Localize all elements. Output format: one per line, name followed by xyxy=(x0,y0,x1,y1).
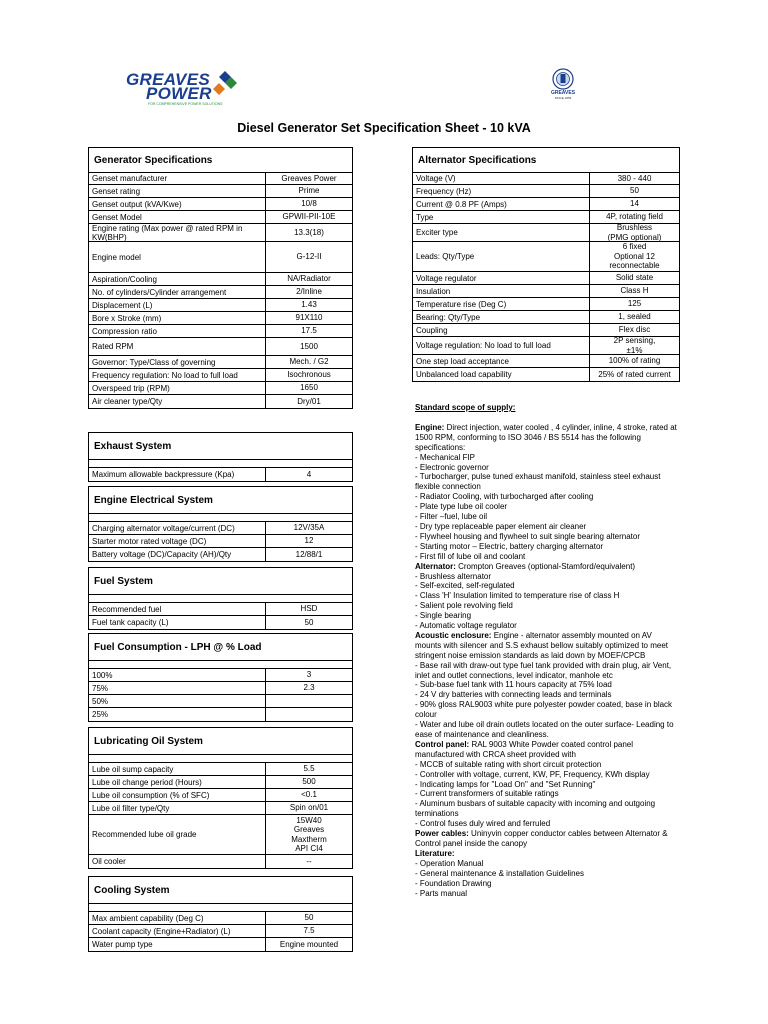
table-row xyxy=(89,682,352,695)
scope-line xyxy=(415,453,680,463)
row-value: 6 fixed Optional 12 reconnectable xyxy=(589,242,679,271)
row-value: G-12-II xyxy=(265,242,352,272)
table-title: Alternator Specifications xyxy=(413,148,679,173)
scope-heading: Control panel: xyxy=(415,739,470,749)
table-row xyxy=(89,708,352,721)
table-spacer xyxy=(89,595,352,603)
row-value: Isochronous xyxy=(265,369,352,381)
row-label: Temperature rise (Deg C) xyxy=(416,299,507,309)
scope-line xyxy=(415,799,680,819)
exhaust-table xyxy=(88,432,353,482)
row-value: 91X110 xyxy=(265,312,352,324)
scope-line xyxy=(415,621,680,631)
row-label: Voltage (V) xyxy=(416,174,456,183)
scope-line xyxy=(415,829,680,849)
row-label: Lube oil change period (Hours) xyxy=(92,777,202,787)
row-label: Frequency regulation: No load to full load xyxy=(92,370,238,380)
scope-line xyxy=(415,879,680,889)
scope-text: - Class 'H' Insulation limited to temperature rise of class H xyxy=(415,591,620,601)
table-row xyxy=(89,695,352,708)
scope-line xyxy=(415,522,680,532)
table-row xyxy=(89,938,352,951)
table-row xyxy=(413,368,679,381)
scope-text: - Turbocharger, pulse tuned exhaust manifold, stainless steel exhaust flexible connection xyxy=(415,472,661,492)
table-row xyxy=(89,603,352,616)
table-row xyxy=(89,286,352,299)
row-label: Lube oil filter type/Qty xyxy=(92,803,170,813)
row-value: 4P, rotating field xyxy=(589,211,679,223)
row-value: 10/8 xyxy=(265,198,352,210)
row-label: Coolant capacity (Engine+Radiator) (L) xyxy=(92,926,231,936)
scope-text: - Single bearing xyxy=(415,611,472,621)
scope-line xyxy=(415,581,680,591)
document-title: Diesel Generator Set Specification Sheet - 10 kVA xyxy=(237,121,531,135)
row-value: Spin on/01 xyxy=(265,802,352,814)
row-label: Maximum allowable backpressure (Kpa) xyxy=(92,470,235,479)
table-row xyxy=(89,912,352,925)
row-label: Insulation xyxy=(416,286,451,296)
row-value: Mech. / G2 xyxy=(265,356,352,368)
table-row xyxy=(413,337,679,355)
table-row xyxy=(413,224,679,242)
row-value: 500 xyxy=(265,776,352,788)
table-spacer xyxy=(89,661,352,669)
row-value: Solid state xyxy=(589,272,679,284)
scope-text: Engine - alternator assembly mounted on AV mounts with silencer and S.S exhaust bellow suitably optimized to meet stringent noise emission standards as laid down by MOEF/CPCB xyxy=(415,630,669,660)
row-label: Coupling xyxy=(416,325,448,335)
row-label: Overspeed trip (RPM) xyxy=(92,383,170,393)
scope-line xyxy=(415,512,680,522)
scope-line xyxy=(415,492,680,502)
scope-line xyxy=(415,423,680,453)
table-row xyxy=(89,273,352,286)
table-row xyxy=(89,548,352,561)
scope-line xyxy=(415,770,680,780)
row-label: Battery voltage (DC)/Capacity (AH)/Qty xyxy=(92,550,232,559)
row-label: Aspiration/Cooling xyxy=(92,274,157,284)
table-row xyxy=(89,789,352,802)
scope-text: - Operation Manual xyxy=(415,858,484,868)
scope-text: - Sub-base fuel tank with 11 hours capacity at 75% load xyxy=(415,680,612,690)
row-label: Lube oil consumption (% of SFC) xyxy=(92,790,210,800)
lube-table xyxy=(88,727,353,869)
row-label: No. of cylinders/Cylinder arrangement xyxy=(92,287,227,297)
table-title: Generator Specifications xyxy=(89,148,352,173)
row-value: 100% of rating xyxy=(589,355,679,367)
row-label: Voltage regulator xyxy=(416,273,477,283)
scope-text: - Salient pole revolving field xyxy=(415,601,513,611)
row-value: 25% of rated current xyxy=(589,368,679,381)
scope-heading: Literature: xyxy=(415,848,455,858)
scope-text: - Mechanical FIP xyxy=(415,452,476,462)
row-label: Genset manufacturer xyxy=(92,174,168,183)
row-label: Bearing: Qty/Type xyxy=(416,312,481,322)
row-value: 1, sealed xyxy=(589,311,679,323)
scope-text: - Aluminum busbars of suitable capacity with incoming and outgoing terminations xyxy=(415,799,656,819)
scope-text: - Base rail with draw-out type fuel tank provided with drain plug, air Vent, inlet and outlet connections, level indicator, manhole etc xyxy=(415,660,672,680)
table-row xyxy=(413,272,679,285)
table-row xyxy=(89,338,352,356)
scope-line xyxy=(415,789,680,799)
scope-line xyxy=(415,631,680,661)
table-row xyxy=(89,776,352,789)
table-row xyxy=(89,802,352,815)
scope-text: - Plate type lube oil cooler xyxy=(415,502,508,512)
scope-text: - Radiator Cooling, with turbocharged after cooling xyxy=(415,492,594,502)
scope-text: - Indicating lamps for "Load On" and "Set Running" xyxy=(415,779,596,789)
row-value: 380 - 440 xyxy=(589,173,679,184)
row-label: Water pump type xyxy=(92,940,153,949)
scope-heading: Engine: xyxy=(415,422,445,432)
table-row xyxy=(413,355,679,368)
row-value: NA/Radiator xyxy=(265,273,352,285)
row-label: Lube oil sump capacity xyxy=(92,764,174,774)
table-row xyxy=(89,312,352,325)
generator-table xyxy=(88,147,353,409)
table-title: Fuel Consumption - LPH @ % Load xyxy=(89,634,352,661)
row-value: Engine mounted xyxy=(265,938,352,951)
row-label: 50% xyxy=(92,696,109,706)
scope-text: - Self-excited, self-regulated xyxy=(415,581,515,591)
row-value: -- xyxy=(265,855,352,868)
row-label: Genset output (kVA/Kwe) xyxy=(92,199,182,209)
logo-line1: GREAVES xyxy=(126,70,210,89)
row-value: 7.5 xyxy=(265,925,352,937)
scope-line xyxy=(415,552,680,562)
table-row xyxy=(89,382,352,395)
fuel-consumption-table xyxy=(88,633,353,722)
fuel-table xyxy=(88,567,353,630)
row-value: 3 xyxy=(265,669,352,681)
scope-text: Uninyvin copper conductor cables between Alternator & Control panel inside the canopy xyxy=(415,829,668,848)
scope-line xyxy=(415,601,680,611)
cooling-table xyxy=(88,876,353,952)
scope-text: - 24 V dry batteries with connecting leads and terminals xyxy=(415,690,612,700)
row-value: 12V/35A xyxy=(265,522,352,534)
table-title: Fuel System xyxy=(89,568,352,595)
scope-line xyxy=(415,572,680,582)
row-value: Greaves Power xyxy=(265,173,352,184)
table-row xyxy=(89,616,352,629)
scope-line xyxy=(415,661,680,681)
row-value: Brushless (PMG optional) xyxy=(589,224,679,241)
scope-line xyxy=(415,472,680,492)
scope-line xyxy=(415,542,680,552)
row-value: Prime xyxy=(265,185,352,197)
table-row xyxy=(89,299,352,312)
scope-line xyxy=(415,889,680,899)
scope-line xyxy=(415,562,680,572)
scope-title: Standard scope of supply: xyxy=(415,403,516,412)
table-row xyxy=(413,242,679,272)
scope-line xyxy=(415,720,680,740)
scope-line xyxy=(415,700,680,720)
scope-line xyxy=(415,849,680,859)
row-label: Unbalanced load capability xyxy=(416,370,512,379)
row-value: 12 xyxy=(265,535,352,547)
row-value: 14 xyxy=(589,198,679,210)
row-value: 50 xyxy=(265,912,352,924)
row-value: GPWII-PII-10E xyxy=(265,211,352,223)
logo-tagline: FOR COMPREHENSIVE POWER SOLUTIONS xyxy=(148,102,223,106)
row-value: 13.3(18) xyxy=(265,224,352,241)
row-label: Current @ 0.8 PF (Amps) xyxy=(416,199,507,209)
row-label: Genset Model xyxy=(92,212,142,222)
scope-line xyxy=(415,611,680,621)
row-value: HSD xyxy=(265,603,352,615)
table-row xyxy=(89,173,352,185)
scope-heading: Acoustic enclosure: xyxy=(415,630,492,640)
row-label: Fuel tank capacity (L) xyxy=(92,618,169,627)
table-row xyxy=(89,211,352,224)
table-spacer xyxy=(89,514,352,522)
row-label: 75% xyxy=(92,683,109,693)
table-spacer xyxy=(89,460,352,468)
row-value: Dry/01 xyxy=(265,395,352,408)
row-label: Oil cooler xyxy=(92,857,126,866)
row-value: 4 xyxy=(265,468,352,481)
row-value: 5.5 xyxy=(265,763,352,775)
table-row xyxy=(89,522,352,535)
logo-line2: POWER xyxy=(146,84,212,103)
table-title: Exhaust System xyxy=(89,433,352,460)
table-row xyxy=(89,356,352,369)
scope-text: - First fill of lube oil and coolant xyxy=(415,551,526,561)
row-label: Exciter type xyxy=(416,228,458,237)
scope-line xyxy=(415,591,680,601)
table-row xyxy=(413,298,679,311)
row-value: Class H xyxy=(589,285,679,297)
scope-line xyxy=(415,680,680,690)
scope-text: - Brushless alternator xyxy=(415,571,492,581)
table-row xyxy=(89,815,352,855)
row-value: 1650 xyxy=(265,382,352,394)
row-label: Displacement (L) xyxy=(92,300,153,310)
row-value: 50 xyxy=(265,616,352,629)
row-label: Bore x Stroke (mm) xyxy=(92,313,162,323)
row-value: 125 xyxy=(589,298,679,310)
row-value: 2/Inline xyxy=(265,286,352,298)
row-label: Type xyxy=(416,212,434,222)
scope-text: - Current transformers of suitable ratings xyxy=(415,789,559,799)
scope-line xyxy=(415,869,680,879)
row-label: Air cleaner type/Qty xyxy=(92,397,163,406)
scope-text: - MCCB of suitable rating with short circuit protection xyxy=(415,759,602,769)
row-value: 1500 xyxy=(265,338,352,355)
row-label: Max ambient capability (Deg C) xyxy=(92,913,204,923)
table-row xyxy=(89,468,352,481)
scope-text: - Filter –fuel, lube oil xyxy=(415,512,488,522)
scope-text: - General maintenance & installation Guidelines xyxy=(415,868,584,878)
scope-heading: Power cables: xyxy=(415,829,469,839)
scope-line xyxy=(415,760,680,770)
table-row xyxy=(89,855,352,868)
row-label: Recommended lube oil grade xyxy=(92,830,197,839)
scope-heading: Alternator: xyxy=(415,561,456,571)
scope-line xyxy=(415,502,680,512)
emblem-subtitle: SINCE 1859 xyxy=(554,96,572,100)
row-label: Engine rating (Max power @ rated RPM in KW(BHP) xyxy=(92,223,243,242)
table-row xyxy=(89,535,352,548)
row-value: 1.43 xyxy=(265,299,352,311)
row-label: Genset rating xyxy=(92,186,141,196)
table-row xyxy=(89,763,352,776)
row-label: Compression ratio xyxy=(92,326,157,336)
greaves-emblem-logo xyxy=(546,68,580,104)
row-value: 2P sensing, ±1% xyxy=(589,337,679,354)
emblem-icon xyxy=(552,68,574,90)
scope-line xyxy=(415,819,680,829)
scope-text: - Foundation Drawing xyxy=(415,878,492,888)
scope-text: - 90% gloss RAL9003 white pure polyester powder coated, base in black colour xyxy=(415,700,673,720)
table-row xyxy=(89,669,352,682)
scope-text: - Starting motor – Electric, battery charging alternator xyxy=(415,541,604,551)
row-label: Charging alternator voltage/current (DC) xyxy=(92,523,235,533)
scope-text: - Dry type replaceable paper element air cleaner xyxy=(415,521,587,531)
row-label: Rated RPM xyxy=(92,342,134,351)
table-row xyxy=(413,311,679,324)
table-row xyxy=(89,395,352,408)
row-label: 100% xyxy=(92,670,113,680)
alternator-table xyxy=(412,147,680,382)
scope-line xyxy=(415,690,680,700)
table-title: Lubricating Oil System xyxy=(89,728,352,755)
row-value: <0.1 xyxy=(265,789,352,801)
engine-electrical-table xyxy=(88,486,353,562)
table-row xyxy=(89,198,352,211)
row-label: Engine model xyxy=(92,252,141,262)
row-label: Starter motor rated voltage (DC) xyxy=(92,536,207,546)
row-label: Recommended fuel xyxy=(92,604,162,614)
scope-text: RAL 9003 White Powder coated control panel manufactured with CRCA sheet provided with xyxy=(415,739,634,759)
scope-line xyxy=(415,740,680,760)
scope-text: - Parts manual xyxy=(415,888,468,898)
row-value xyxy=(265,708,352,721)
diamond-arrows-icon xyxy=(212,70,238,96)
table-row xyxy=(89,369,352,382)
table-row xyxy=(89,925,352,938)
table-row xyxy=(89,242,352,273)
scope-text: - Flywheel housing and flywheel to suit single bearing alternator xyxy=(415,531,641,541)
scope-line xyxy=(415,780,680,790)
table-row xyxy=(89,224,352,242)
row-label: One step load acceptance xyxy=(416,356,509,366)
table-title: Cooling System xyxy=(89,877,352,904)
table-row xyxy=(413,198,679,211)
scope-text: - Controller with voltage, current, KW, PF, Frequency, KWh display xyxy=(415,769,650,779)
row-value: 12/88/1 xyxy=(265,548,352,561)
scope-text: Crompton Greaves (optional-Stamford/equivalent) xyxy=(455,561,636,571)
scope-line xyxy=(415,532,680,542)
scope-text: - Control fuses duly wired and ferruled xyxy=(415,819,551,829)
greaves-power-logo xyxy=(124,70,236,104)
row-value: Flex disc xyxy=(589,324,679,336)
row-label: Leads: Qty/Type xyxy=(416,252,475,261)
table-row xyxy=(89,325,352,338)
table-row xyxy=(413,173,679,185)
table-title: Engine Electrical System xyxy=(89,487,352,514)
scope-line xyxy=(415,463,680,473)
scope-text: - Automatic voltage regulator xyxy=(415,621,517,631)
row-value: 50 xyxy=(589,185,679,197)
emblem-name: GREAVES xyxy=(550,90,576,96)
table-spacer xyxy=(89,904,352,912)
row-label: Governor: Type/Class of governing xyxy=(92,357,216,367)
row-value xyxy=(265,695,352,707)
row-value: 2.3 xyxy=(265,682,352,694)
row-label: Voltage regulation: No load to full load xyxy=(416,341,551,350)
scope-text: Direct injection, water cooled , 4 cylinder, inline, 4 stroke, rated at 1500 RPM, conforming to ISO 3046 / BS 5514 has the following specifications: xyxy=(415,422,677,452)
scope-text: - Electronic governor xyxy=(415,462,489,472)
scope-line xyxy=(415,859,680,869)
standard-scope-of-supply xyxy=(415,403,680,898)
table-row xyxy=(89,185,352,198)
row-value: 15W40 Greaves Maxtherm API CI4 xyxy=(265,815,352,854)
table-row xyxy=(413,185,679,198)
row-value: 17.5 xyxy=(265,325,352,337)
row-label: Frequency (Hz) xyxy=(416,186,472,196)
table-spacer xyxy=(89,755,352,763)
scope-text: - Water and lube oil drain outlets located on the outer surface- Leading to ease of maintenance and cleanliness. xyxy=(415,720,674,739)
table-row xyxy=(413,285,679,298)
row-label: 25% xyxy=(92,710,109,719)
